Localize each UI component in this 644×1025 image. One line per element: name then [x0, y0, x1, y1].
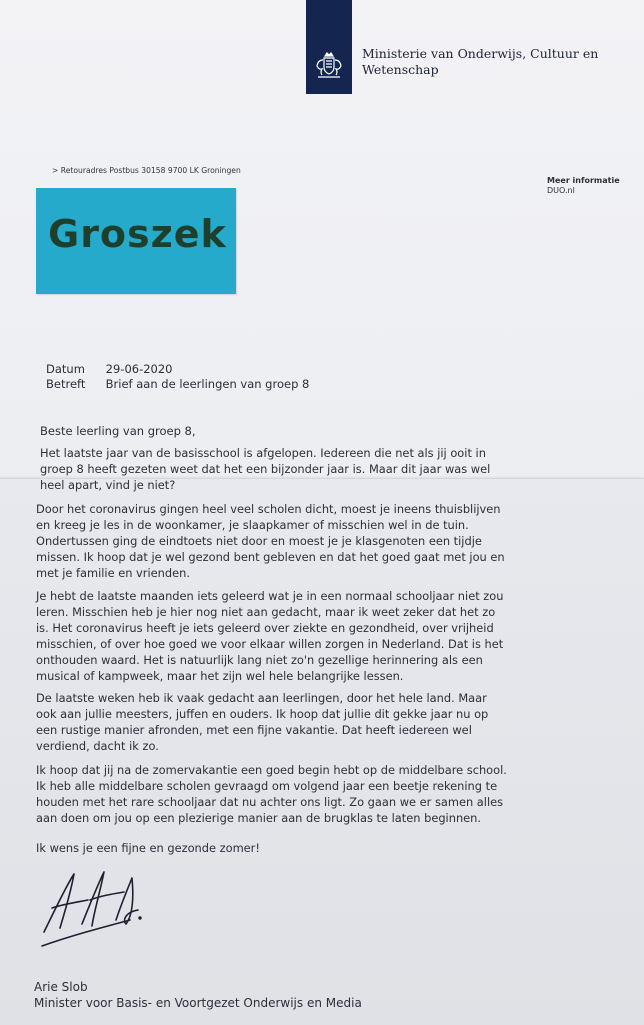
date-row: [46, 362, 309, 377]
paragraph-1: [40, 445, 630, 492]
paragraph-line: missen. Ik hoop dat je wel gezond bent gebleven en dat het goed gaat met jou en: [36, 550, 505, 564]
paragraph-line: Je hebt de laatste maanden iets geleerd wat je in een normaal schooljaar niet zou: [36, 589, 504, 603]
sticker-text: Groszek: [48, 212, 227, 256]
subject-value: Brief aan de leerlingen van groep 8: [105, 377, 310, 391]
paragraph-line: Ondertussen ging de eindtoets niet door en moest je je klasgenoten een tijdje: [36, 534, 482, 548]
ministry-name: [362, 46, 612, 78]
more-info-value: DUO.nl: [547, 186, 575, 195]
ministry-line-1: Ministerie van Onderwijs, Cultuur en: [362, 46, 599, 61]
paragraph-line: groep 8 heeft gezeten weet dat het een bijzonder jaar is. Maar dit jaar was wel: [40, 462, 491, 476]
handwritten-signature: [30, 860, 160, 955]
name-sticker: [36, 188, 236, 294]
paragraph-line: en kreeg je les in de woonkamer, je slaapkamer of misschien wel in de tuin.: [36, 518, 469, 532]
paragraph-line: Ik hoop dat jij na de zomervakantie een goed begin hebt op de middelbare school.: [36, 763, 507, 777]
paragraph-3: [36, 588, 626, 684]
paragraph-line: een rustige manier afronden, met een fijne vakantie. Dat heeft iedereen wel: [36, 723, 472, 737]
subject-row: [46, 377, 309, 392]
subject-label: Betreft: [46, 377, 86, 391]
paragraph-line: is. Het coronavirus heeft je iets geleerd over ziekte en gezondheid, over vrijheid: [36, 621, 494, 635]
paragraph-line: verdiend, dacht ik zo.: [36, 739, 159, 753]
more-info-label: Meer informatie: [547, 176, 620, 185]
signer-name: Arie Slob: [34, 980, 88, 994]
paragraph-2: [36, 501, 626, 581]
paragraph-line: met je familie en vrienden.: [36, 566, 190, 580]
paragraph-line: heel apart, vind je niet?: [40, 478, 176, 492]
paragraph-line: Door het coronavirus gingen heel veel scholen dicht, moest je ineens thuisblijven: [36, 502, 501, 516]
paragraph-line: ook aan jullie meesters, juffen en ouders. Ik hoop dat jullie dit gekke jaar nu op: [36, 707, 489, 721]
closing-line: Ik wens je een fijne en gezonde zomer!: [36, 841, 260, 855]
salutation: Beste leerling van groep 8,: [40, 424, 196, 438]
signer-title: Minister voor Basis- en Voortgezet Onderwijs en Media: [34, 996, 362, 1010]
paragraph-5: [36, 762, 626, 826]
paragraph-line: Het laatste jaar van de basisschool is afgelopen. Iedereen die net als jij ooit in: [40, 446, 486, 460]
paragraph-line: onthouden waard. Het is natuurlijk lang niet zo'n gezellige herinnering als een: [36, 653, 483, 667]
more-info: [547, 176, 620, 196]
ministry-line-2: Wetenschap: [362, 62, 439, 77]
date-label: Datum: [46, 362, 85, 376]
paragraph-line: De laatste weken heb ik vaak gedacht aan leerlingen, door het hele land. Maar: [36, 691, 487, 705]
royal-crest-icon: [313, 50, 345, 82]
paragraph-line: Ik heb alle middelbare scholen gevraagd om volgend jaar een beetje rekening te: [36, 779, 498, 793]
paragraph-line: houden met het rare schooljaar dat nu achter ons ligt. Zo gaan we er samen alles: [36, 795, 504, 809]
paragraph-line: aan doen om jou op een plezierige manier aan de brugklas te laten beginnen.: [36, 811, 482, 825]
signer-block: [34, 979, 362, 1011]
paragraph-line: musical of kampweek, maar het zijn wel hele belangrijke lessen.: [36, 669, 404, 683]
government-logo-bar: [306, 0, 352, 94]
return-address: > Retouradres Postbus 30158 9700 LK Groningen: [52, 166, 241, 175]
paragraph-line: misschien, of over hoe goed we voor elkaar willen zorgen in Nederland. Dat is het: [36, 637, 504, 651]
date-value: 29-06-2020: [105, 362, 173, 376]
paragraph-4: [36, 690, 626, 754]
letter-meta: [46, 362, 309, 392]
paragraph-line: leren. Misschien heb je hier nog niet aan gedacht, maar ik weet zeker dat het zo: [36, 605, 496, 619]
